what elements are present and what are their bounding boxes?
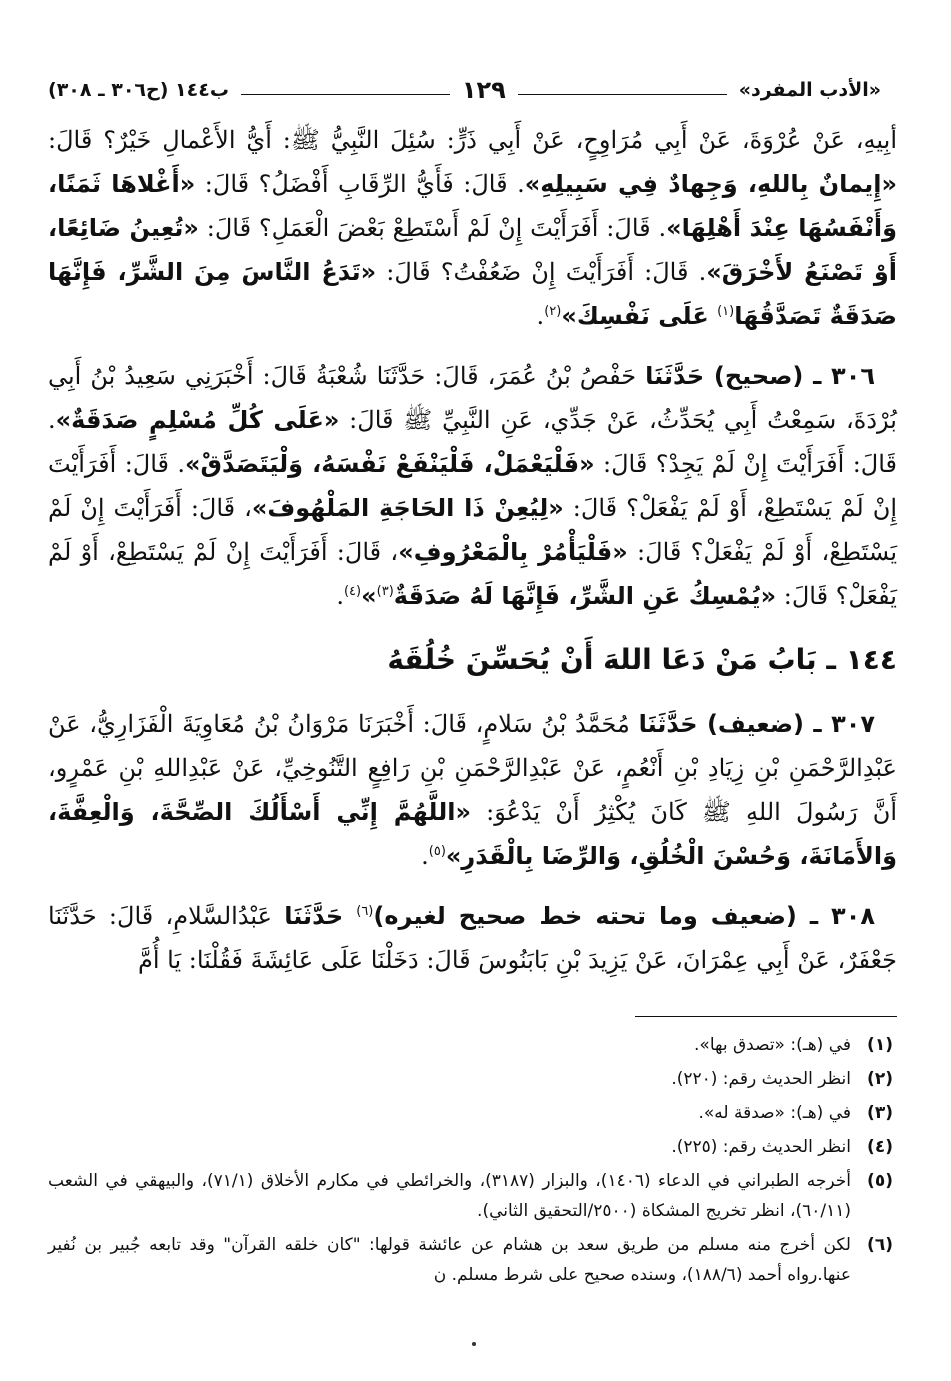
bold-text: ٣٠٦ ـ (صحيح) حَدَّثَنَا: [645, 362, 875, 390]
footnote-number: (٥): [867, 1171, 893, 1191]
footnotes: [48, 1030, 893, 1294]
page-number: ١٢٩: [461, 76, 506, 104]
footnote-ref: (٤): [343, 584, 362, 599]
footnote: [48, 1030, 893, 1060]
header-rule-left: [241, 94, 450, 95]
footnote-number: (١): [867, 1035, 893, 1055]
text-run: . قَالَ: أَفَرَأَيْتَ إِنْ لَمْ أَسْتَطِعْ بَعْضَ الْعَمَلِ؟ قَالَ:: [198, 214, 667, 242]
footnote-text: لكن أخرج منه مسلم من طريق سعد بن هشام عن عائشة قولها: "كان خلقه القرآن" وقد تابعه جُبير بن نُفير عنها.رواه أحمد (١٨٨/٦)، وسنده صحيح على شرط مسلم. ن: [48, 1235, 851, 1285]
bold-text: ٣٠٧ ـ (ضعيف) حَدَّثَنَا: [638, 710, 876, 738]
bold-text: «لِيُعِنْ ذَا الحَاجَةِ المَلْهُوفَ»: [251, 494, 564, 522]
bold-text: حَدَّثَنَا: [284, 902, 357, 930]
text-run: ، قَالَ: أَفَرَأَيْتَ إِنْ لَمْ يَسْتَطِعْ، أَوْ لَمْ يَفْعَلْ؟ قَالَ:: [48, 538, 897, 610]
footnote: [48, 1166, 893, 1226]
page-mark: [472, 1342, 476, 1346]
bold-text: «يُمْسِكُ عَنِ الشَّرِّ، فَإِنَّهَا لَهُ صَدَقَةٌ: [393, 582, 777, 610]
footnote-ref: (١): [717, 304, 735, 319]
text-run: .: [536, 302, 545, 330]
bold-text: «إِيمانٌ بِاللهِ، وَجِهادٌ فِي سَبِيلِهِ»: [524, 170, 897, 198]
footnote: [48, 1230, 893, 1290]
footnote-text: في (هـ): «صدقة له».: [698, 1103, 851, 1123]
footnote-ref: (٦): [356, 904, 374, 919]
text-run: . قَالَ: أَفَرَأَيْتَ إِنْ ضَعُفْتُ؟ قَالَ:: [376, 258, 707, 286]
text-run: ، قَالَ: أَفَرَأَيْتَ إِنْ لَمْ يَسْتَطِعْ، أَوْ لَمْ يَفْعَلْ؟ قَالَ:: [48, 494, 897, 566]
footnote-ref: (٢): [544, 304, 562, 319]
footnote-number: (٦): [867, 1235, 893, 1255]
footnote-number: (٢): [867, 1069, 893, 1089]
text-run: .: [421, 842, 429, 870]
hadith-paragraph: [48, 894, 897, 982]
footnote-number: (٣): [867, 1103, 893, 1123]
text-run: . قَالَ: أَفَرَأَيْتَ إِنْ لَمْ يَجِدْ؟ قَالَ:: [48, 406, 897, 478]
bold-text: «تُعِينُ ضَائِعًا، أَوْ تَصْنَعُ لأَخْرَقَ»: [48, 214, 897, 286]
bold-text: «عَلَى كُلِّ مُسْلِمٍ صَدَقَةٌ»: [55, 406, 340, 434]
header-rule-right: [518, 94, 727, 95]
text-run: مُحَمَّدُ بْنُ سَلامٍ، قَالَ: أَخْبَرَنَا مَرْوَانُ بْنُ مُعَاوِيَةَ الْفَزَارِيُّ، عَنْ عَبْدِالرَّحْمَنِ بْنِ زِيَادِ بْنِ أَنْعُمٍ، عَنْ عَبْدِالرَّحْمَنِ بْنِ رَافِعٍ التَّنُوخِيِّ، عَنْ عَبْدِاللهِ بْنِ عَمْرٍو، أَنَّ رَسُولَ اللهِ ﷺ كَانَ يُكْثِرُ أَنْ يَدْعُوَ:: [48, 710, 897, 826]
main-text: [48, 118, 897, 998]
bold-text: »: [361, 582, 377, 610]
footnote-ref: (٥): [428, 844, 446, 859]
bold-text: «اللَّهُمَّ إِنِّي أَسْأَلُكَ الصِّحَّةَ، وَالْعِفَّةَ، وَالأَمَانَةَ، وَحُسْنَ الْخُلُقِ، وَالرِّضَا بِالْقَدَرِ»: [48, 798, 897, 870]
text-run: .: [336, 582, 344, 610]
text-run: حَفْصُ بْنُ عُمَرَ، قَالَ: حَدَّثَنَا شُعْبَةُ قَالَ: أَخْبَرَنِي سَعِيدُ بْنُ أَبِي بُرْدَةَ، سَمِعْتُ أَبِي يُحَدِّثُ، عَنْ جَدِّي، عَنِ النَّبِيِّ ﷺ قَالَ:: [48, 362, 897, 434]
bold-text: عَلَى نَفْسِكَ»: [561, 302, 718, 330]
footnote-text: أخرجه الطبراني في الدعاء (١٤٠٦)، والبزار (٣١٨٧)، والخرائطي في مكارم الأخلاق (٧١/١)، والبيهقي في الشعب (٦٠/١١)، انظر تخريج المشكاة (٢٥٠٠/التحقيق الثاني).: [48, 1171, 851, 1221]
book-title: «الأدب المفرد»: [738, 79, 881, 101]
bold-text: «فَلْيَأْمُرْ بِالْمَعْرُوفِ»: [398, 538, 628, 566]
text-run: أبِيهِ، عَنْ عُرْوَةَ، عَنْ أَبِي مُرَاوِحٍ، عَنْ أَبِي ذَرٍّ: سُئِلَ النَّبِيُّ ﷺ: أَيُّ الأَعْمالِ خَيْرٌ؟ قَالَ:: [48, 126, 897, 154]
bold-text: «فَلْيَعْمَلْ، فَلْيَنْفَعْ نَفْسَهُ، وَلْيَتَصَدَّقْ»: [185, 450, 595, 478]
footnote-text: انظر الحديث رقم: (٢٢٠).: [671, 1069, 851, 1089]
footnote: [48, 1132, 893, 1162]
text-run: عَبْدُالسَّلامِ، قَالَ: حَدَّثَنَا جَعْفَرٌ، عَنْ أَبِي عِمْرَانَ، عَنْ يَزِيدَ بْنِ بَابَنُوسَ قَالَ: دَخَلْنَا عَلَى عَائِشَةَ فَقُلْنَا: يَا أُمَّ: [48, 902, 897, 974]
footnote-text: في (هـ): «تصدق بها».: [694, 1035, 851, 1055]
footnote-separator: [635, 1016, 897, 1017]
chapter-heading: [48, 640, 897, 680]
footnote: [48, 1064, 893, 1094]
footnote-ref: (٣): [376, 584, 394, 599]
hadith-paragraph: [48, 354, 897, 618]
chapter-reference: ب١٤٤ (ح٣٠٦ ـ ٣٠٨): [48, 79, 229, 101]
bold-text: «تَدَعُ النَّاسَ مِنَ الشَّرِّ، فَإِنَّهَا صَدَقَةٌ تَصَدَّقُهَا: [48, 258, 897, 330]
bold-text: «أَغْلاهَا ثَمَنًا، وَأَنْفَسُهَا عِنْدَ أَهْلِهَا»: [48, 170, 897, 242]
hadith-paragraph: [48, 118, 897, 338]
footnote: [48, 1098, 893, 1128]
bold-text: ٣٠٨ ـ (ضعيف وما تحته خط صحيح لغيره): [373, 902, 875, 930]
running-header: [48, 72, 881, 108]
footnote-number: (٤): [867, 1137, 893, 1157]
footnote-text: انظر الحديث رقم: (٢٢٥).: [671, 1137, 851, 1157]
text-run: . قَالَ: أَفَرَأَيْتَ إِنْ لَمْ يَسْتَطِعْ، أَوْ لَمْ يَفْعَلْ؟ قَالَ:: [48, 450, 897, 522]
text-run: . قَالَ: فَأَيُّ الرِّقَابِ أَفْضَلُ؟ قَالَ:: [195, 170, 525, 198]
text-run: ١٤٤ ـ بَابُ مَنْ دَعَا اللهَ أَنْ يُحَسِّنَ خُلُقَهُ: [387, 643, 897, 676]
hadith-paragraph: [48, 702, 897, 878]
